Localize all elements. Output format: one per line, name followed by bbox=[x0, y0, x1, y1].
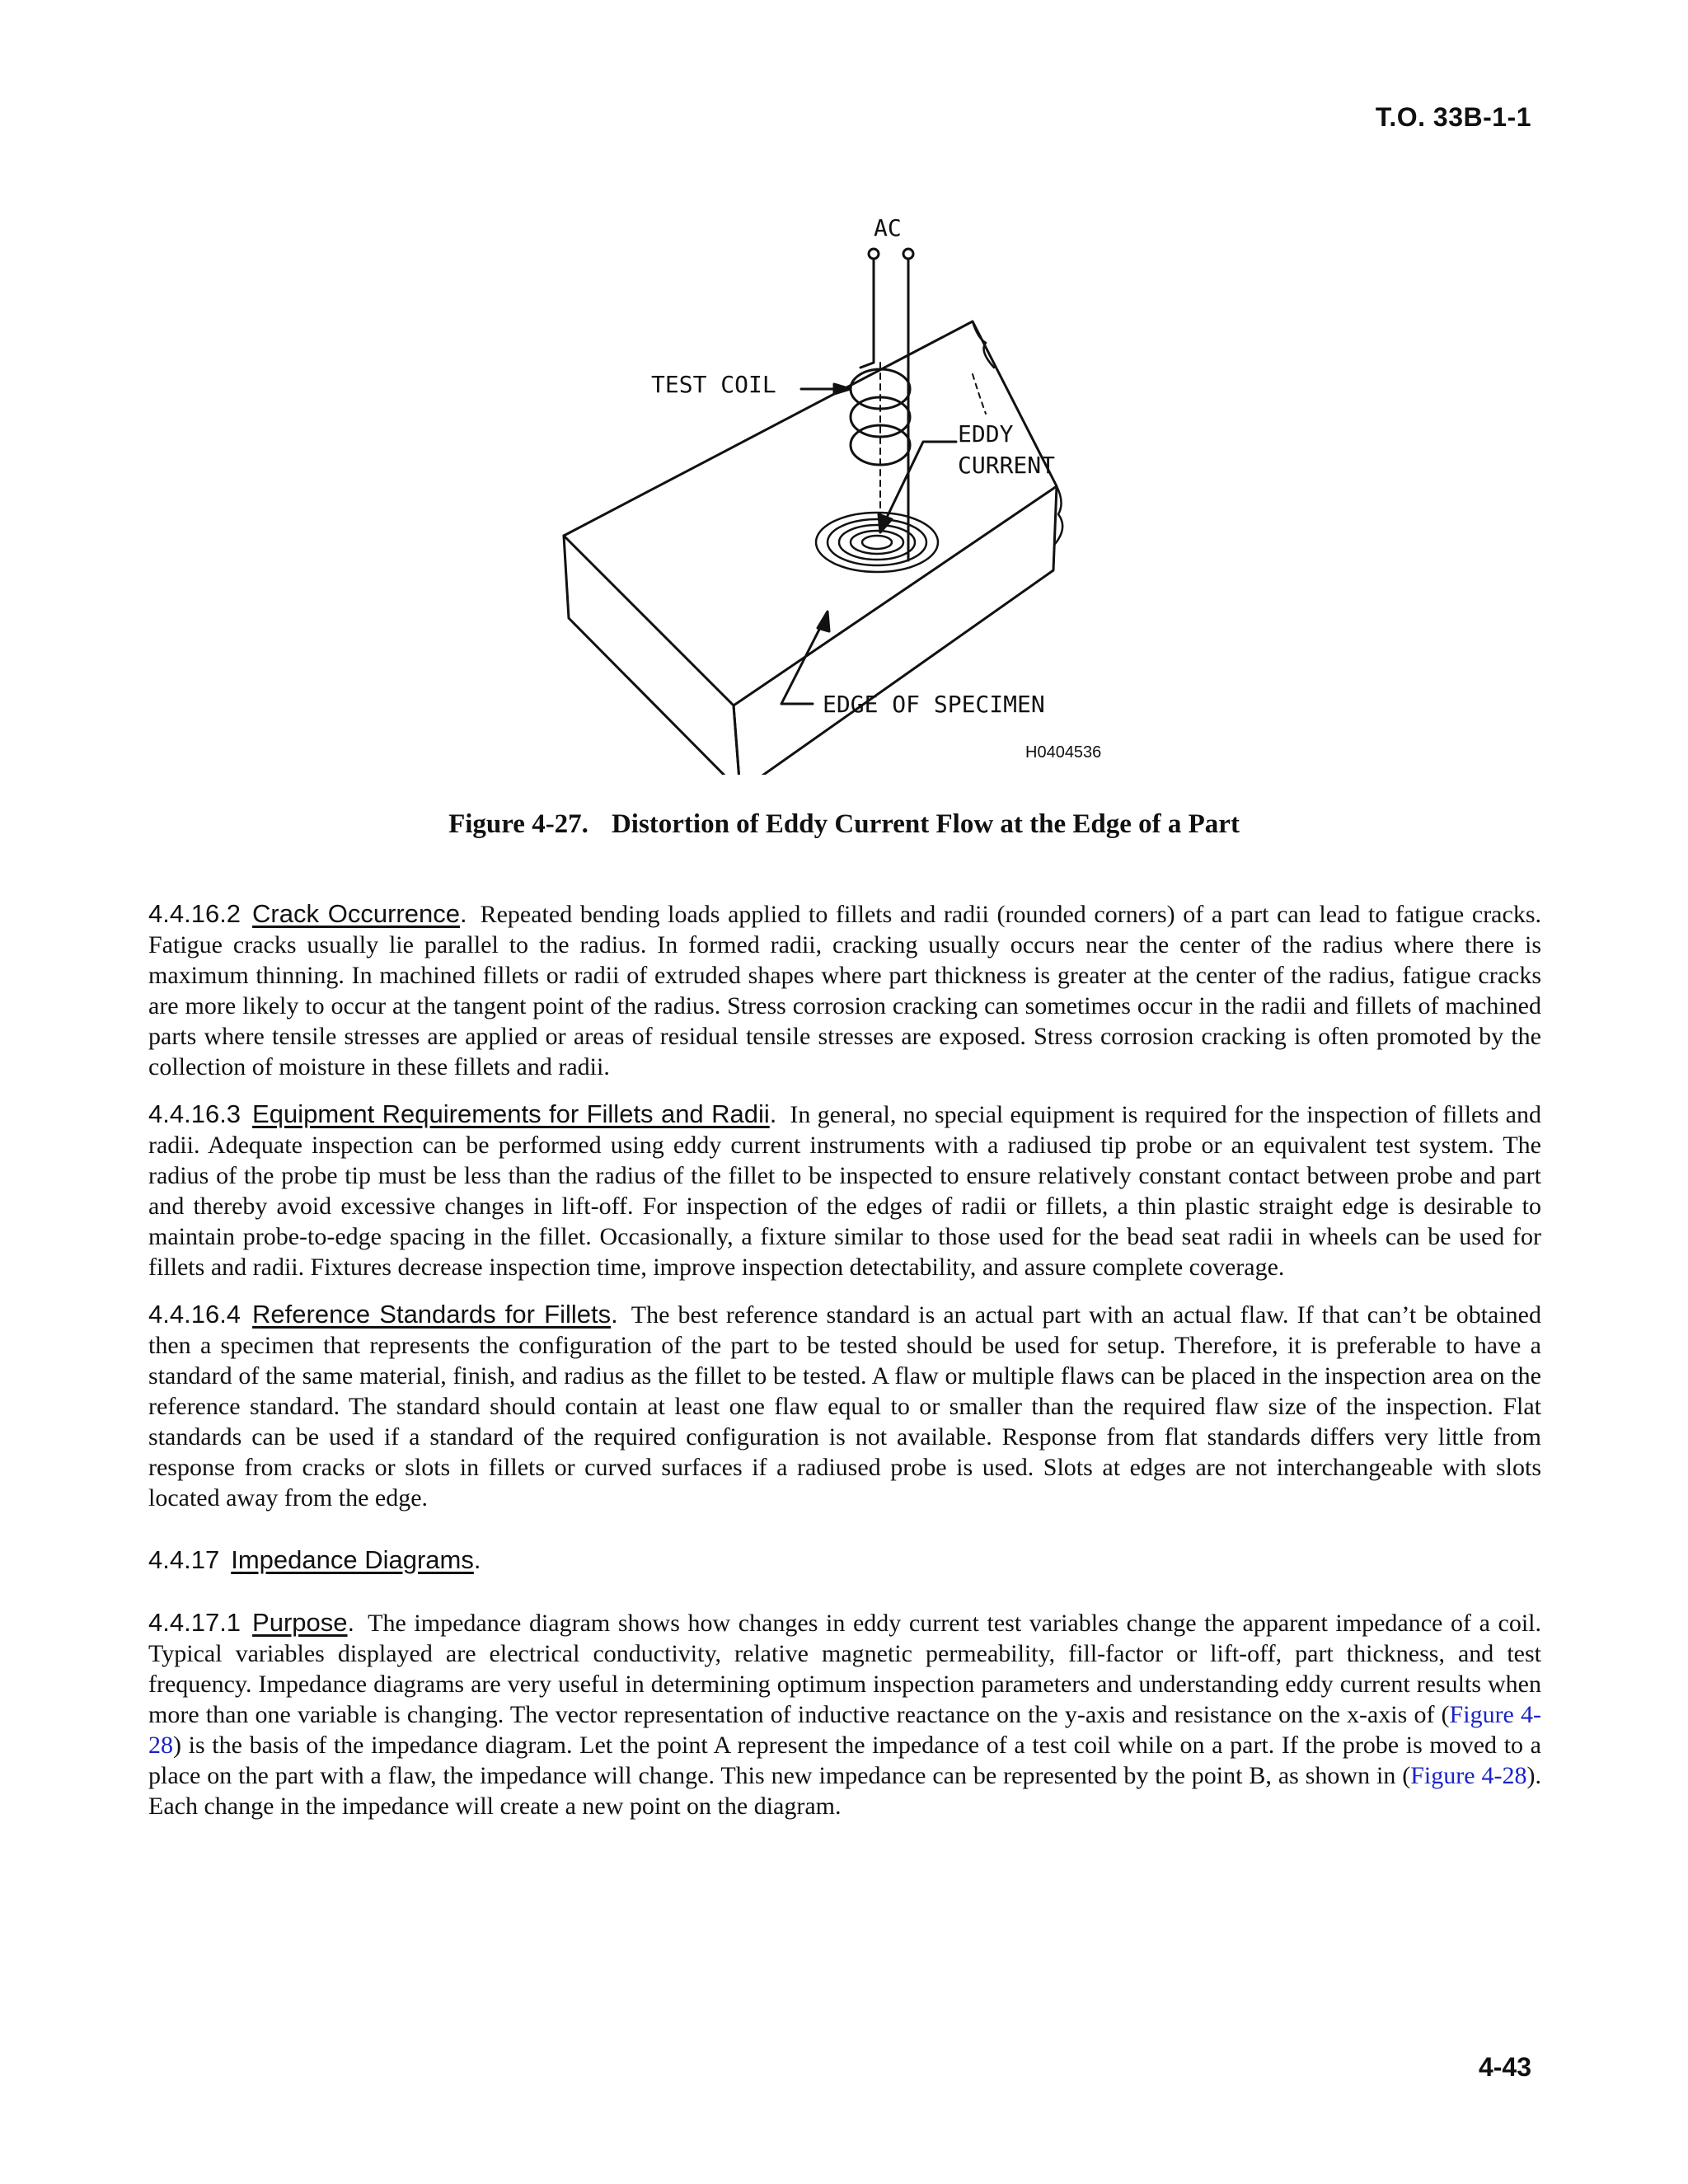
section-text-b: ) is the basis of the impedance diagram. Let the point A represent the impedance of a test coil while on a part. If the probe is moved to a place on the part with a flaw, the impedance will change. This new impedance can be represented by the point B, as shown in ( bbox=[148, 1732, 1541, 1789]
label-current: CURRENT bbox=[958, 452, 1056, 479]
eddy-current-figure bbox=[528, 198, 1170, 775]
eddy-current-diagram bbox=[528, 198, 1170, 775]
label-edge-of-specimen: EDGE OF SPECIMEN bbox=[823, 691, 1045, 718]
paragraph-equipment-requirements: 4.4.16.3 Equipment Requirements for Fillets and Radii. In general, no special equipment is required for the inspection of fillets and radii. Adequate inspection can be performed using eddy current instruments with a radiused tip probe or an equivalent test system. The radius of the probe tip must be less than the radius of the fillet to be inspected to ensure relatively constant contact between probe and part and thereby avoid excessive changes in lift-off. For inspection of the edges of radii or fillets, a thin plastic straight edge is desirable to maintain probe-to-edge spacing in the fillet. Occasionally, a fixture similar to those used for the bead seat radii in wheels can be used for fillets and radii. Fixtures decrease inspection time, improve inspection detectability, and assure complete coverage. bbox=[148, 1099, 1541, 1281]
section-title: Reference Standards for Fillets bbox=[252, 1300, 612, 1329]
section-number: 4.4.16.4 bbox=[148, 1300, 241, 1329]
section-title: Impedance Diagrams bbox=[231, 1545, 474, 1574]
section-text: The best reference standard is an actual part with an actual flaw. If that can’t be obtained then a specimen that represents the configuration of the part to be tested should be used for setup. Therefore, it is preferable to have a standard of the same material, finish, and radius as the fillet to be tested. A flaw or multiple flaws can be placed in the inspection area on the reference standard. The standard should contain at least one flaw equal to or smaller than the required flaw size of the inspection. Flat standards can be used if a standard of the required configuration is not available. Response from flat standards differs very little from response from cracks or slots in fillets or curved surfaces if a radiused probe is used. Slots at edges are not interchangeable with slots located away from the edge. bbox=[148, 1301, 1541, 1511]
heading-impedance-diagrams: 4.4.17 Impedance Diagrams. bbox=[148, 1545, 481, 1574]
page-number: 4-43 bbox=[1478, 2052, 1531, 2082]
eddy-current-rings bbox=[816, 513, 938, 572]
figure-caption bbox=[0, 809, 1688, 840]
section-text-a: The impedance diagram shows how changes in eddy current test variables change the apparent impedance of a coil. Typical variables displayed are electrical conductivity, relative magnetic permeability, fill-factor or lift-off, part thickness, and test frequency. Impedance diagrams are very useful in determining optimum inspection parameters and understanding eddy current results when more than one variable is changing. The vector representation of inductive reactance on the y-axis and resistance on the x-axis of ( bbox=[148, 1610, 1541, 1728]
section-title: Equipment Requirements for Fillets and Radii bbox=[252, 1099, 770, 1128]
label-eddy: EDDY bbox=[958, 420, 1014, 448]
section-number: 4.4.16.2 bbox=[148, 899, 241, 928]
section-text: In general, no special equipment is required for the inspection of fillets and radii. Adequate inspection can be performed using eddy current instruments with a radiused tip probe or an equivalent test system. The radius of the probe tip must be less than the radius of the fillet to be inspected to ensure relatively constant contact between probe and part and thereby avoid excessive changes in lift-off. For inspection of the edges of radii or fillets, a thin plastic straight edge is desirable to maintain probe-to-edge spacing in the fillet. Occasionally, a fixture similar to those used for the bead seat radii in wheels can be used for fillets and radii. Fixtures decrease inspection time, improve inspection detectability, and assure complete coverage. bbox=[148, 1101, 1541, 1281]
figure-caption-text: Distortion of Eddy Current Flow at the Edge of a Part bbox=[611, 809, 1240, 839]
edge-of-specimen-arrow bbox=[781, 620, 824, 704]
specimen-front-face bbox=[564, 536, 740, 775]
paragraph-purpose: 4.4.17.1 Purpose. The impedance diagram shows how changes in eddy current test variables change the apparent impedance of a coil. Typical variables displayed are electrical conductivity, relative magnetic permeability, fill-factor or lift-off, part thickness, and test frequency. Impedance diagrams are very useful in determining optimum inspection parameters and understanding eddy current results when more than one variable is changing. The vector representation of inductive reactance on the y-axis and resistance on the x-axis of (Figure 4-28) is the basis of the impedance diagram. Let the point A represent the impedance of a test coil while on a part. If the probe is moved to a place on the part with a flaw, the impedance will change. This new impedance can be represented by the point B, as shown in (Figure 4-28). Each change in the impedance will create a new point on the diagram. bbox=[148, 1608, 1541, 1820]
figure-caption-number: Figure 4-27. bbox=[448, 809, 588, 839]
paragraph-crack-occurrence: 4.4.16.2 Crack Occurrence. Repeated bending loads applied to fillets and radii (rounded corners) of a part can lead to fatigue cracks. Fatigue cracks usually lie parallel to the radius. In formed radii, cracking usually occurs near the center of the radius where there is maximum thinning. In machined fillets or radii of extruded shapes where part thickness is greater at the center of the radius, fatigue cracks are more likely to occur at the tangent point of the radius. Stress corrosion cracking can sometimes occur in the radii and fillets of machined parts where tensile stresses are applied or areas of residual tensile stresses are exposed. Stress corrosion cracking is often promoted by the collection of moisture in these fillets and radii. bbox=[148, 899, 1541, 1080]
section-title: Purpose bbox=[252, 1608, 348, 1637]
figure-code: H0404536 bbox=[1025, 743, 1102, 762]
paragraph-reference-standards: 4.4.16.4 Reference Standards for Fillets. The best reference standard is an actual part with an actual flaw. If that can’t be obtained then a specimen that represents the configuration of the part to be tested should be used for setup. Therefore, it is preferable to have a standard of the same material, finish, and radius as the fillet to be tested. A flaw or multiple flaws can be placed in the inspection area on the reference standard. The standard should contain at least one flaw equal to or smaller than the required flaw size of the inspection. Flat standards can be used if a standard of the required configuration is not available. Response from flat standards differs very little from response from cracks or slots in fillets or curved surfaces if a radiused probe is used. Slots at edges are not interchangeable with slots located away from the edge. bbox=[148, 1300, 1541, 1511]
label-ac: AC bbox=[874, 214, 902, 241]
figure-4-28-link[interactable]: Figure 4-28 bbox=[148, 1701, 1541, 1759]
specimen-right-face bbox=[734, 486, 1057, 775]
label-test-coil: TEST COIL bbox=[651, 371, 776, 398]
coil-lead-left bbox=[860, 259, 874, 368]
ac-terminal-right bbox=[903, 249, 913, 259]
body-text bbox=[148, 898, 1541, 1838]
section-number: 4.4.16.3 bbox=[148, 1099, 241, 1128]
section-number: 4.4.17.1 bbox=[148, 1608, 241, 1637]
ac-terminal-left bbox=[869, 249, 879, 259]
document-id: T.O. 33B-1-1 bbox=[1375, 102, 1531, 132]
section-text-c: ). Each change in the impedance will create a new point on the diagram. bbox=[148, 1762, 1541, 1820]
figure-4-28-link[interactable]: Figure 4-28 bbox=[1410, 1762, 1527, 1789]
section-number: 4.4.17 bbox=[148, 1545, 220, 1574]
section-title: Crack Occurrence bbox=[252, 899, 460, 928]
section-text: Repeated bending loads applied to fillets and radii (rounded corners) of a part can lead to fatigue cracks. Fatigue cracks usually lie parallel to the radius. In formed radii, cracking usually occurs near the center of the radius where there is maximum thinning. In machined fillets or radii of extruded shapes where part thickness is greater at the center of the radius, fatigue cracks are more likely to occur at the tangent point of the radius. Stress corrosion cracking can sometimes occur in the radii and fillets of machined parts where tensile stresses are applied or areas of residual tensile stresses are exposed. Stress corrosion cracking is often promoted by the collection of moisture in these fillets and radii. bbox=[148, 901, 1541, 1080]
eddy-current-arrow bbox=[884, 442, 956, 524]
